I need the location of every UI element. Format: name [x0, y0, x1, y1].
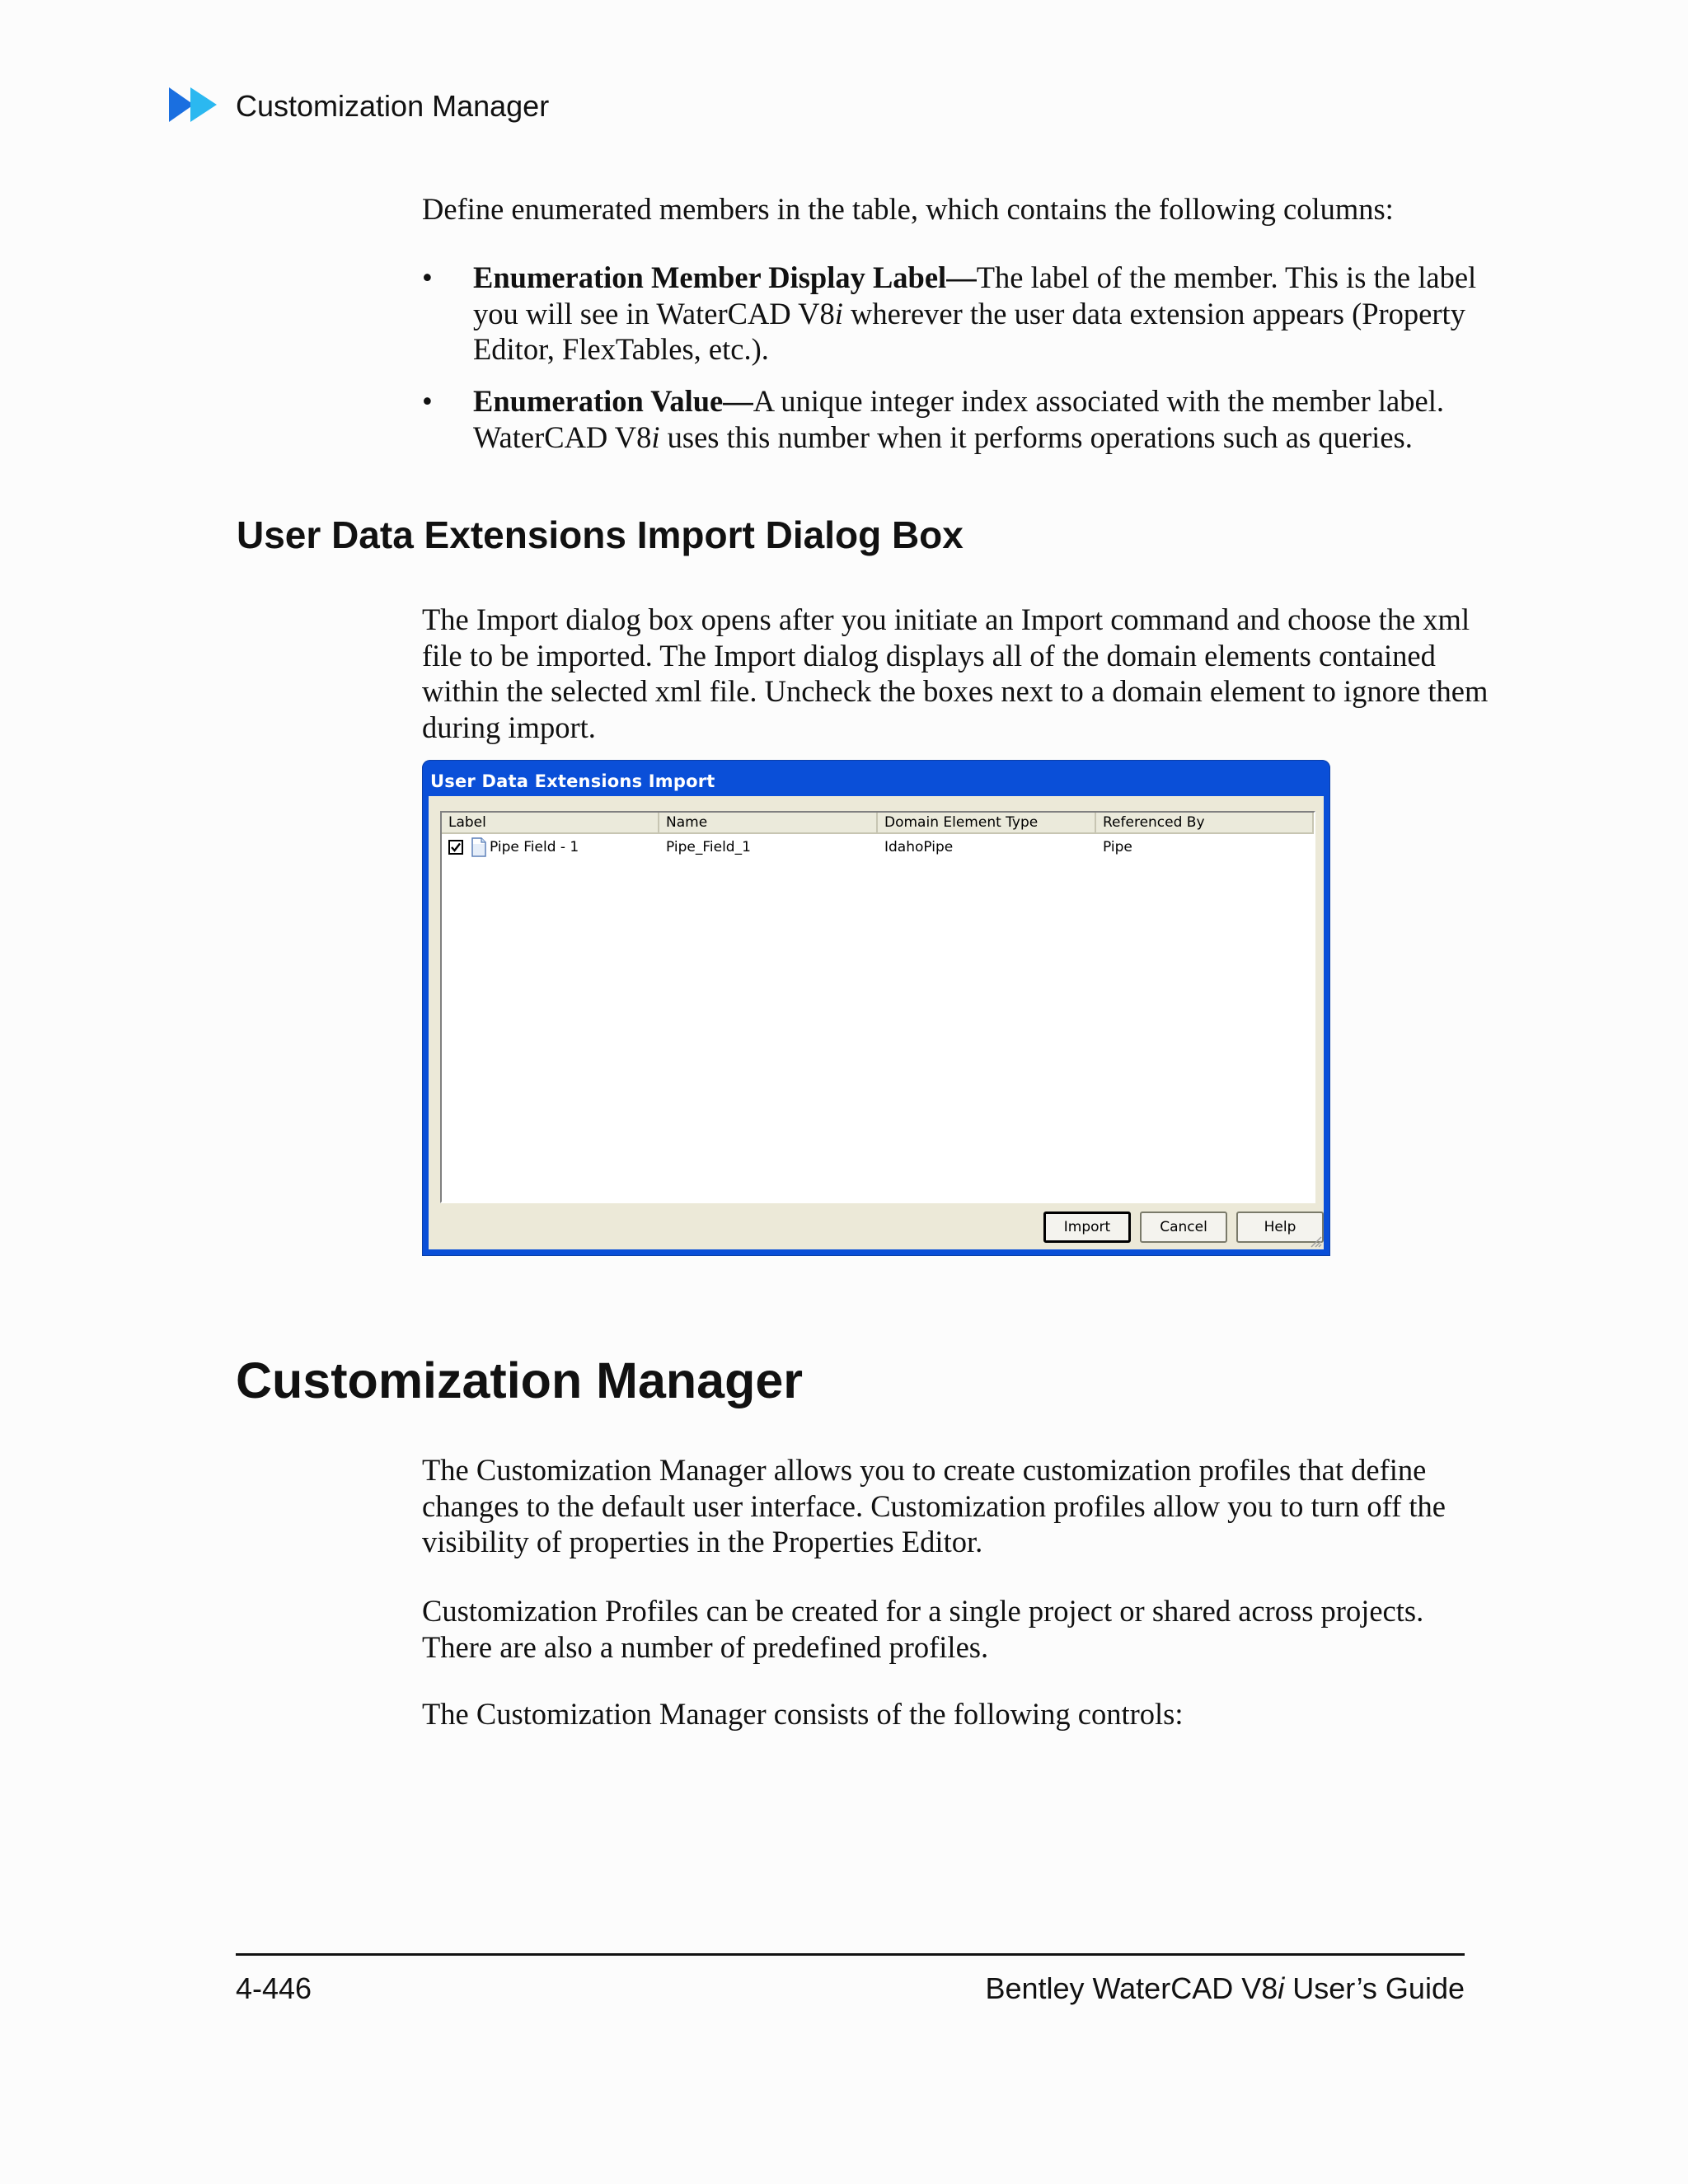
bullet-item — [422, 260, 1493, 368]
resize-grip-icon[interactable] — [1307, 1233, 1322, 1248]
cancel-button[interactable]: Cancel — [1140, 1212, 1227, 1243]
section-heading-import: User Data Extensions Import Dialog Box — [237, 513, 964, 556]
column-header-referenced-by[interactable]: Referenced By — [1096, 813, 1314, 834]
row-name: Pipe_Field_1 — [666, 839, 751, 855]
column-header-domain-element-type[interactable]: Domain Element Type — [878, 813, 1096, 834]
fast-forward-icon — [169, 87, 220, 122]
import-dialog — [422, 760, 1330, 1256]
bullet-text: A unique integer index associated with the member label. WaterCAD V8 — [473, 384, 1444, 454]
body-paragraph: Customization Profiles can be created for a single project or shared across projects. There are also a number of predefined profiles. — [422, 1594, 1424, 1664]
help-button[interactable]: Help — [1236, 1212, 1324, 1243]
bullet-italic: i — [651, 419, 660, 454]
dialog-client-area — [429, 796, 1324, 1249]
guide-title-text: Bentley WaterCAD V8 — [985, 1971, 1278, 2005]
dialog-title: User Data Extensions Import — [430, 771, 715, 791]
row-referenced-by: Pipe — [1103, 839, 1132, 855]
column-header-label[interactable]: Label — [442, 813, 659, 834]
page-number: 4-446 — [236, 1971, 312, 2005]
footer-guide-title — [907, 1971, 1465, 2006]
column-header-name[interactable]: Name — [659, 813, 878, 834]
bullet-item — [422, 383, 1493, 455]
chapter-heading: Customization Manager — [236, 1352, 804, 1408]
bullet-term: Enumeration Value— — [473, 384, 753, 418]
bullet-text: wherever the user data extension appears (Property Editor, FlexTables, etc.). — [473, 296, 1465, 366]
body-paragraph: The Customization Manager consists of the following controls: — [422, 1697, 1184, 1731]
bullet-text: uses this number when it performs operations such as queries. — [659, 419, 1413, 454]
row-domain-element-type: IdahoPipe — [884, 839, 954, 855]
guide-title-text: User’s Guide — [1284, 1971, 1465, 2005]
bullet-dot: • — [422, 260, 433, 294]
bullet-term: Enumeration Member Display Label— — [473, 260, 977, 294]
guide-title-italic: i — [1278, 1971, 1285, 2005]
bullet-text: The label of the member. This is the label you will see in WaterCAD V8 — [473, 260, 1477, 330]
running-header-title: Customization Manager — [236, 89, 550, 123]
import-paragraph: The Import dialog box opens after you initiate an Import command and choose the xml file to be imported. The Import dialog displays all of the domain elements contained within the selected xml file. Uncheck the boxes next to a domain element to ignore them during import. — [422, 602, 1489, 744]
intro-paragraph: Define enumerated members in the table, which contains the following columns: — [422, 192, 1394, 226]
import-table[interactable] — [440, 811, 1315, 1203]
bullet-italic: i — [834, 296, 843, 330]
document-icon — [470, 837, 488, 857]
bullet-dot: • — [422, 384, 433, 418]
footer-rule — [236, 1953, 1465, 1956]
checkbox-checked-icon[interactable] — [448, 840, 463, 855]
body-paragraph: The Customization Manager allows you to create customization profiles that define changes to the default user interface. Customization profiles allow you to turn off the visibility of properties in the Properties Editor. — [422, 1453, 1446, 1558]
import-button[interactable]: Import — [1043, 1212, 1131, 1243]
row-label[interactable]: Pipe Field - 1 — [490, 839, 579, 855]
